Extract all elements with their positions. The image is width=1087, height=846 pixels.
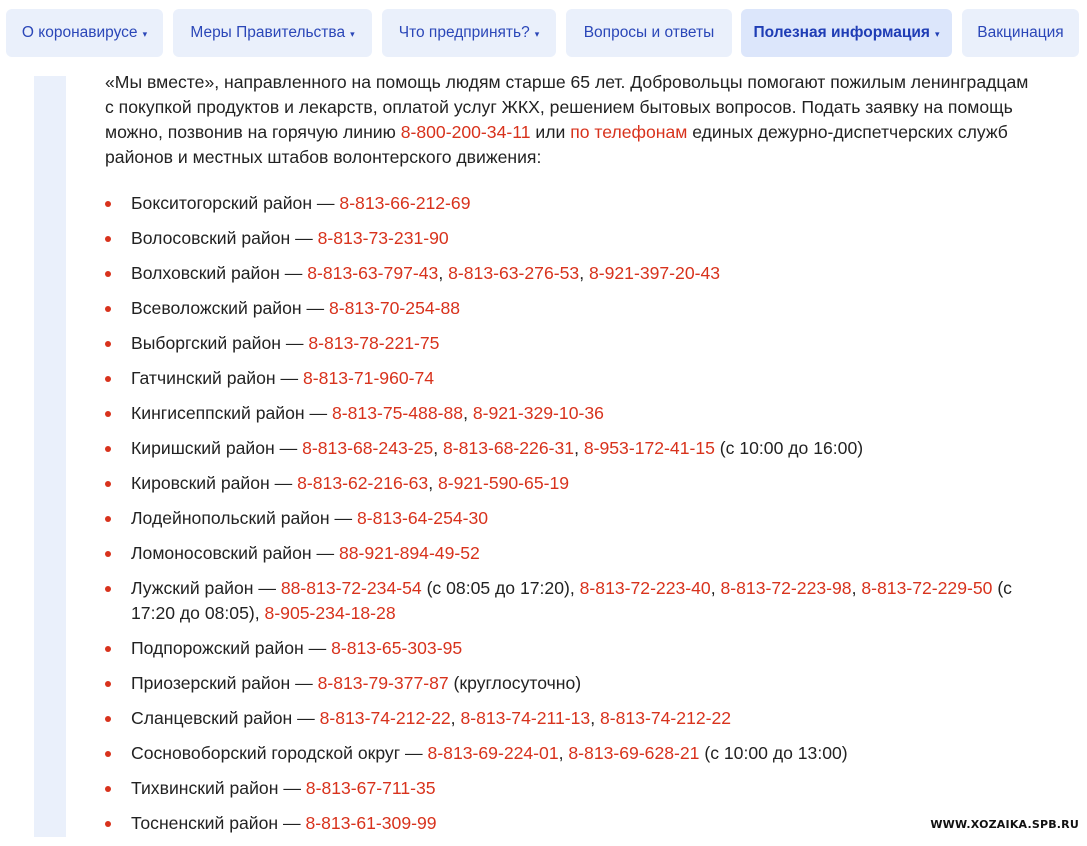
tab-label: Вакцинация <box>977 24 1064 41</box>
list-item <box>105 671 1040 696</box>
region-name: Киришский район — <box>131 438 303 458</box>
region-name: Ломоносовский район — <box>131 543 339 563</box>
bullet-icon <box>105 271 111 277</box>
chevron-down-icon: ▾ <box>534 29 540 39</box>
region-note: (с 10:00 до 16:00) <box>714 438 864 458</box>
bullet-icon <box>105 821 111 827</box>
left-sidebar-strip <box>34 76 66 837</box>
region-note: , <box>710 578 721 598</box>
phone-link[interactable]: 8-813-72-223-40 <box>579 578 711 598</box>
intro-text: «Мы вместе», направленного на помощь людям старше 65 лет. Добровольцы помогают пожилым ленинградцам с покупкой продуктов и лекарств, оплатой услуг ЖКХ, решением бытовых вопросов. Подать заявку на помощь можно, позвонив на горячую линию <box>105 72 1029 142</box>
region-note: , <box>428 473 438 493</box>
phone-link[interactable]: 8-813-69-628-21 <box>568 743 700 763</box>
phone-link[interactable]: 8-813-69-224-01 <box>427 743 559 763</box>
phone-link[interactable]: 8-921-590-65-19 <box>437 473 570 493</box>
phones-link[interactable]: по телефонам <box>570 122 688 142</box>
phone-link[interactable]: 8-813-70-254-88 <box>329 298 461 318</box>
region-note: , <box>574 438 584 458</box>
list-item <box>105 811 1040 836</box>
region-name: Подпорожский район — <box>131 638 332 658</box>
tab-what-to-do[interactable] <box>382 9 556 57</box>
phone-link[interactable]: 8-813-63-797-43 <box>307 263 439 283</box>
list-item <box>105 576 1040 626</box>
phone-link[interactable]: 8-813-67-711-35 <box>305 778 436 798</box>
phone-link[interactable]: 8-813-65-303-95 <box>331 638 463 658</box>
bullet-icon <box>105 481 111 487</box>
region-name: Тихвинский район — <box>131 778 306 798</box>
phone-link[interactable]: 8-921-397-20-43 <box>588 263 721 283</box>
bullet-icon <box>105 751 111 757</box>
region-note: , <box>851 578 862 598</box>
list-item <box>105 296 1040 321</box>
bullet-icon <box>105 646 111 652</box>
list-item <box>105 366 1040 391</box>
list-item <box>105 191 1040 216</box>
phone-link[interactable]: 8-813-62-216-63 <box>297 473 429 493</box>
region-note: (с 08:05 до 17:20), <box>421 578 580 598</box>
tab-label: Вопросы и ответы <box>583 24 715 41</box>
region-name: Волосовский район — <box>131 228 318 248</box>
tab-label: Меры Правительства <box>190 24 346 41</box>
region-note: (с 10:00 до 13:00) <box>699 743 848 763</box>
bullet-icon <box>105 411 111 417</box>
intro-text: единых дежурно-диспетчерских служб районов и местных штабов волонтерского движения: <box>105 122 1008 167</box>
phone-link[interactable]: 8-813-66-212-69 <box>339 193 471 213</box>
list-item <box>105 401 1040 426</box>
region-name: Кингисеппский район — <box>131 403 332 423</box>
region-name: Приозерский район — <box>131 673 318 693</box>
phone-link[interactable]: 8-813-73-231-90 <box>317 228 449 248</box>
region-name: Сланцевский район — <box>131 708 320 728</box>
region-note: , <box>590 708 600 728</box>
bullet-icon <box>105 551 111 557</box>
region-name: Гатчинский район — <box>131 368 304 388</box>
list-item <box>105 776 1040 801</box>
site-watermark: WWW.XOZAIKA.SPB.RU <box>930 818 1079 831</box>
phone-link[interactable]: 8-921-329-10-36 <box>472 403 604 423</box>
phone-link[interactable]: 8-813-71-960-74 <box>303 368 435 388</box>
region-note: , <box>463 403 473 423</box>
phone-link[interactable]: 8-813-79-377-87 <box>317 673 449 693</box>
phone-link[interactable]: 8-813-68-243-25 <box>302 438 434 458</box>
phone-link[interactable]: 88-813-72-234-54 <box>280 578 422 598</box>
bullet-icon <box>105 236 111 242</box>
phone-link[interactable]: 8-813-75-488-88 <box>331 403 464 423</box>
bullet-icon <box>105 681 111 687</box>
bullet-icon <box>105 516 111 522</box>
phone-link[interactable]: 8-813-74-212-22 <box>600 708 732 728</box>
phone-link[interactable]: 8-813-64-254-30 <box>357 508 489 528</box>
phone-link[interactable]: 8-905-234-18-28 <box>264 603 396 623</box>
phone-link[interactable]: 8-813-78-221-75 <box>308 333 440 353</box>
region-note: , <box>558 743 569 763</box>
list-item <box>105 261 1040 286</box>
list-item <box>105 226 1040 251</box>
phone-link[interactable]: 8-813-72-223-98 <box>720 578 852 598</box>
tab-questions-answers[interactable] <box>566 9 732 57</box>
region-name: Бокситогорский район — <box>131 193 340 213</box>
region-note: , <box>433 438 443 458</box>
list-item <box>105 436 1040 461</box>
tab-about-coronavirus[interactable] <box>6 9 163 57</box>
chevron-down-icon: ▾ <box>350 29 355 39</box>
list-item <box>105 506 1040 531</box>
list-item <box>105 741 1040 766</box>
bullet-icon <box>105 341 111 347</box>
region-name: Лодейнопольский район — <box>131 508 357 528</box>
region-note: (круглосуточно) <box>448 673 582 693</box>
list-item <box>105 636 1040 661</box>
region-note: , <box>438 263 449 283</box>
phone-link[interactable]: 8-813-61-309-99 <box>305 813 437 833</box>
tab-vaccination[interactable] <box>962 9 1079 57</box>
list-item <box>105 471 1040 496</box>
top-navigation <box>0 0 1087 66</box>
bullet-icon <box>105 586 111 592</box>
tab-useful-info[interactable] <box>741 9 952 57</box>
region-name: Тосненский район — <box>131 813 306 833</box>
list-item <box>105 331 1040 356</box>
region-name: Волховский район — <box>131 263 308 283</box>
tab-label: Что предпринять? <box>398 24 530 41</box>
tab-government-measures[interactable] <box>173 9 372 57</box>
region-name: Всеволожский район — <box>131 298 329 318</box>
region-name: Выборгский район — <box>131 333 309 353</box>
intro-text: или <box>530 122 571 142</box>
list-item <box>105 706 1040 731</box>
phone-link[interactable]: 8-813-74-211-13 <box>460 708 591 728</box>
chevron-down-icon: ▾ <box>934 29 940 39</box>
region-name: Лужский район — <box>131 578 281 598</box>
tab-label: О коронавирусе <box>21 24 138 41</box>
phone-link[interactable]: 8-953-172-41-15 <box>583 438 715 458</box>
phone-link[interactable]: 8-813-74-212-22 <box>319 708 451 728</box>
intro-paragraph <box>105 70 1040 170</box>
regions-list <box>105 191 1040 846</box>
region-name: Кировский район — <box>131 473 298 493</box>
phone-link[interactable]: 88-921-894-49-52 <box>338 543 480 563</box>
bullet-icon <box>105 306 111 312</box>
region-note: , <box>450 708 461 728</box>
bullet-icon <box>105 201 111 207</box>
phone-link[interactable]: 8-813-63-276-53 <box>448 263 580 283</box>
hotline-link[interactable]: 8-800-200-34-11 <box>400 122 531 142</box>
tab-label: Полезная информация <box>753 24 930 41</box>
region-note: (с 17:20 до 08:05), <box>131 578 1012 623</box>
bullet-icon <box>105 446 111 452</box>
chevron-down-icon: ▾ <box>142 29 148 39</box>
list-item <box>105 541 1040 566</box>
bullet-icon <box>105 716 111 722</box>
bullet-icon <box>105 786 111 792</box>
region-note: , <box>579 263 589 283</box>
region-name: Сосновоборский городской округ — <box>131 743 428 763</box>
bullet-icon <box>105 376 111 382</box>
phone-link[interactable]: 8-813-72-229-50 <box>861 578 993 598</box>
phone-link[interactable]: 8-813-68-226-31 <box>442 438 575 458</box>
